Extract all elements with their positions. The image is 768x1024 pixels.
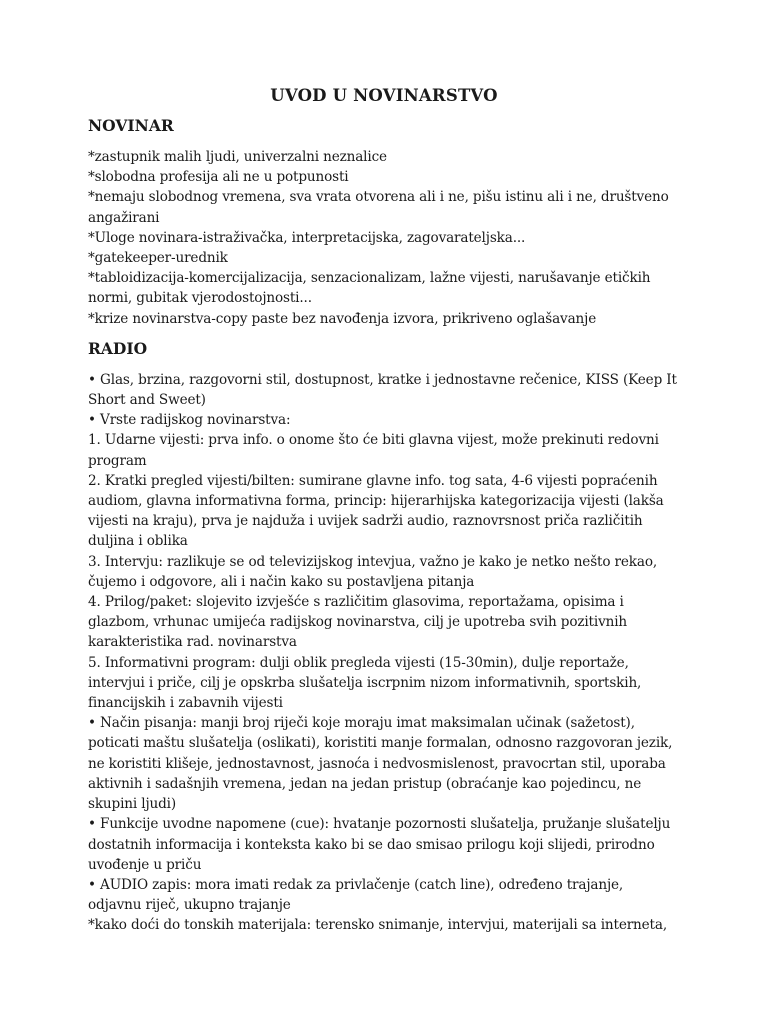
paragraph: *Uloge novinara-istraživačka, interpretacijska, zagovarateljska... [88, 229, 526, 246]
paragraph: • AUDIO zapis: mora imati redak za privlačenje (catch line), određeno trajanje, odjavnu riječ, ukupno trajanje [88, 876, 624, 914]
paragraph: 3. Intervju: razlikuje se od televizijskog intevjua, važno je kako je netko nešto rekao, čujemo i odgovore, ali i način kako su postavljena pitanja [88, 553, 658, 590]
paragraph: *kako doći do tonskih materijala: terensko snimanje, intervjui, materijali sa interneta, [88, 917, 667, 934]
paragraph: • Funkcije uvodne napomene (cue): hvatanje pozornosti slušatelja, pružanje slušatelju dostatnih informacija i konteksta kako bi se dao smisao prilogu koji slijedi, prirodno uvođenje u priču [88, 816, 671, 873]
section-novinar [88, 116, 680, 329]
paragraph: 5. Informativni program: dulji oblik pregleda vijesti (15-30min), dulje reportaže, intervjui i priče, cilj je opskrba slušatelja iscrpnim nizom informativnih, sportskih, financijskih i zabavnih vijesti [88, 654, 642, 712]
paragraph: • Vrste radijskog novinarstva: [88, 412, 291, 429]
section-heading-novinar: NOVINAR [88, 116, 174, 135]
paragraph: • Glas, brzina, razgovorni stil, dostupnost, kratke i jednostavne rečenice, KISS (Keep It Short and Sweet) [88, 371, 677, 409]
paragraph: 4. Prilog/paket: slojevito izvješće s različitim glasovima, reportažama, opisima i glazbom, vrhunac umijeća radijskog novinarstva, cilj je upotreba svih pozitivnih karakteristika rad. novinarstva [88, 594, 628, 651]
paragraph: *zastupnik malih ljudi, univerzalni neznalice [88, 149, 387, 165]
paragraph: • Način pisanja: manji broj riječi koje moraju imat maksimalan učinak (sažetost), poticati maštu slušatelja (oslikati), koristiti manje formalan, odnosno razgovoran jezik, ne koristiti klišeje, jednostavnost, jasnoća i nedvosmislenost, pravocrtan stil, uporaba aktivnih i sadašnjih vremena, jedan na jedan pristup (obraćanje kao pojedincu, ne skupini ljudi) [88, 715, 673, 813]
paragraph: 2. Kratki pregled vijesti/bilten: sumirane glavne info. tog sata, 4-6 vijesti popraćenih audiom, glavna informativna forma, princip: hijerarhijska kategorizacija vijesti (lakša vijesti na kraju), prva je najduža i uvijek sadrži audio, raznovrsnost priča različitih duljina i oblika [88, 472, 664, 550]
section-heading-radio: RADIO [88, 338, 148, 358]
section-radio [88, 339, 680, 936]
paragraph: *nemaju slobodnog vremena, sva vrata otvorena ali i ne, pišu istinu ali i ne, društveno angažirani [88, 189, 669, 226]
document-page [88, 84, 680, 946]
paragraph: *gatekeeper-urednik [88, 250, 228, 267]
paragraph: *tabloidizacija-komercijalizacija, senzacionalizam, lažne vijesti, narušavanje etičkih normi, gubitak vjerodostojnosti... [88, 270, 651, 307]
paragraph: *krize novinarstva-copy paste bez navođenja izvora, prikriveno oglašavanje [88, 310, 597, 327]
document-title: UVOD U NOVINARSTVO [270, 86, 498, 105]
paragraph: 1. Udarne vijesti: prva info. o onome što će biti glavna vijest, može prekinuti redovni program [88, 432, 659, 469]
paragraph: *slobodna profesija ali ne u potpunosti [88, 169, 349, 186]
